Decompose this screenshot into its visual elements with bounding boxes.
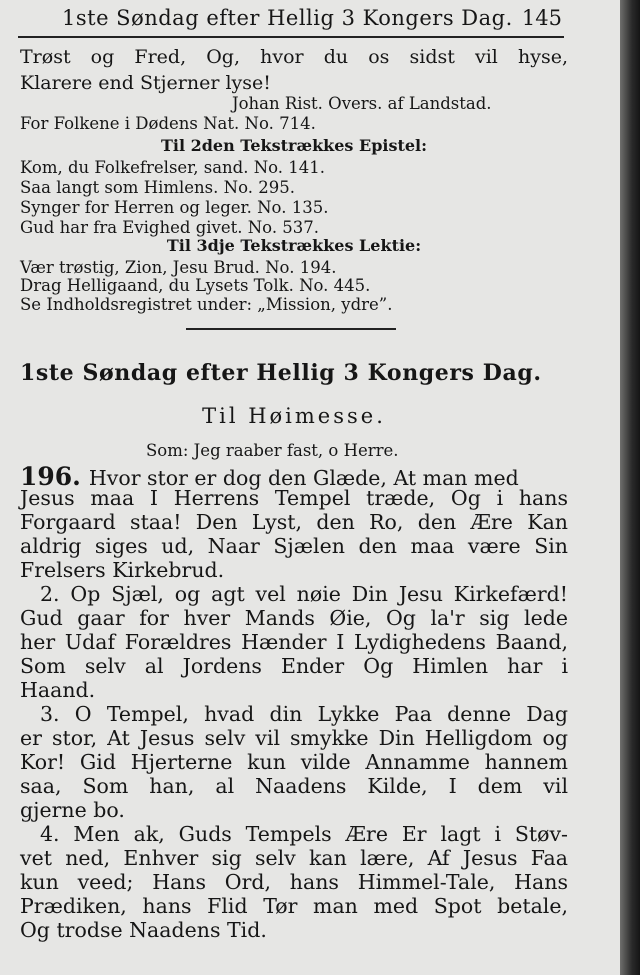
verse-line: Og trodse Naadens Tid. bbox=[20, 918, 267, 942]
epistle-item: Gud har fra Evighed givet. No. 537. bbox=[20, 218, 320, 237]
epistle-item: Kom, du Folkefrelser, sand. No. 141. bbox=[20, 158, 326, 177]
epistle-item: Saa langt som Himlens. No. 295. bbox=[20, 178, 295, 197]
epistle-heading: Til 2den Tekstrækkes Epistel: bbox=[160, 136, 428, 155]
verse-line: 3. O Tempel, hvad din Lykke Paa denne Dag bbox=[40, 702, 568, 726]
verse-line: Som selv al Jordens Ender Og Himlen har i bbox=[20, 654, 568, 678]
verse-line: 2. Op Sjæl, og agt vel nøie Din Jesu Kirkefærd! bbox=[40, 582, 568, 606]
verse-line: Jesus maa I Herrens Tempel træde, Og i hans bbox=[20, 486, 568, 510]
verse-line: Klarere end Stjerner lyse! bbox=[20, 72, 271, 94]
melody-line: Som: Jeg raaber fast, o Herre. bbox=[146, 441, 399, 460]
verse-line: Hvor stor er dog den Glæde, At man med bbox=[88, 466, 519, 490]
verse-line: gjerne bo. bbox=[20, 798, 125, 822]
verse-line: her Udaf Forældres Hænder I Lydighedens Baand, bbox=[20, 630, 568, 654]
verse-line: vet ned, Enhver sig selv kan lære, Af Jesus Faa bbox=[20, 846, 568, 870]
section-title: 1ste Søndag efter Hellig 3 Kongers Dag. bbox=[20, 360, 542, 386]
section-divider bbox=[186, 328, 396, 330]
service-subtitle: Til Høimesse. bbox=[202, 404, 386, 428]
lesson-item: Se Indholdsregistret under: „Mission, ydre”. bbox=[20, 295, 393, 314]
hymn-reference: For Folkene i Dødens Nat. No. 714. bbox=[20, 114, 316, 133]
verse-line: aldrig siges ud, Naar Sjælen den maa være Sin bbox=[20, 534, 568, 558]
hymn-attribution: Johan Rist. Overs. af Landstad. bbox=[232, 94, 492, 113]
verse-line: kun veed; Hans Ord, hans Himmel-Tale, Hans bbox=[20, 870, 568, 894]
verse-line: 4. Men ak, Guds Tempels Ære Er lagt i Støv- bbox=[40, 822, 568, 846]
verse-line: Gud gaar for hver Mands Øie, Og la'r sig lede bbox=[20, 606, 568, 630]
verse-line: Haand. bbox=[20, 678, 96, 702]
lesson-heading: Til 3dje Tekstrækkes Lektie: bbox=[166, 236, 422, 255]
verse-line: Trøst og Fred, Og, hvor du os sidst vil hyse, bbox=[20, 46, 568, 68]
verse-line: Prædiken, hans Flid Tør man med Spot betale, bbox=[20, 894, 568, 918]
header-title: 1ste Søndag efter Hellig 3 Kongers Dag. bbox=[62, 6, 513, 30]
running-header bbox=[18, 4, 564, 38]
lesson-item: Drag Helligaand, du Lysets Tolk. No. 445. bbox=[20, 276, 371, 295]
verse-line: Kor! Gid Hjerterne kun vilde Annamme hannem bbox=[20, 750, 568, 774]
page-edge bbox=[620, 0, 640, 975]
lesson-item: Vær trøstig, Zion, Jesu Brud. No. 194. bbox=[20, 258, 337, 277]
page-number: 145 bbox=[521, 6, 562, 30]
hymn-number: 196. bbox=[20, 462, 81, 491]
epistle-item: Synger for Herren og leger. No. 135. bbox=[20, 198, 329, 217]
verse-line: saa, Som han, al Naadens Kilde, I dem vil bbox=[20, 774, 568, 798]
verse-line: Forgaard staa! Den Lyst, den Ro, den Ære Kan bbox=[20, 510, 568, 534]
verse-line: er stor, At Jesus selv vil smykke Din Helligdom og bbox=[20, 726, 568, 750]
verse-line: Frelsers Kirkebrud. bbox=[20, 558, 225, 582]
